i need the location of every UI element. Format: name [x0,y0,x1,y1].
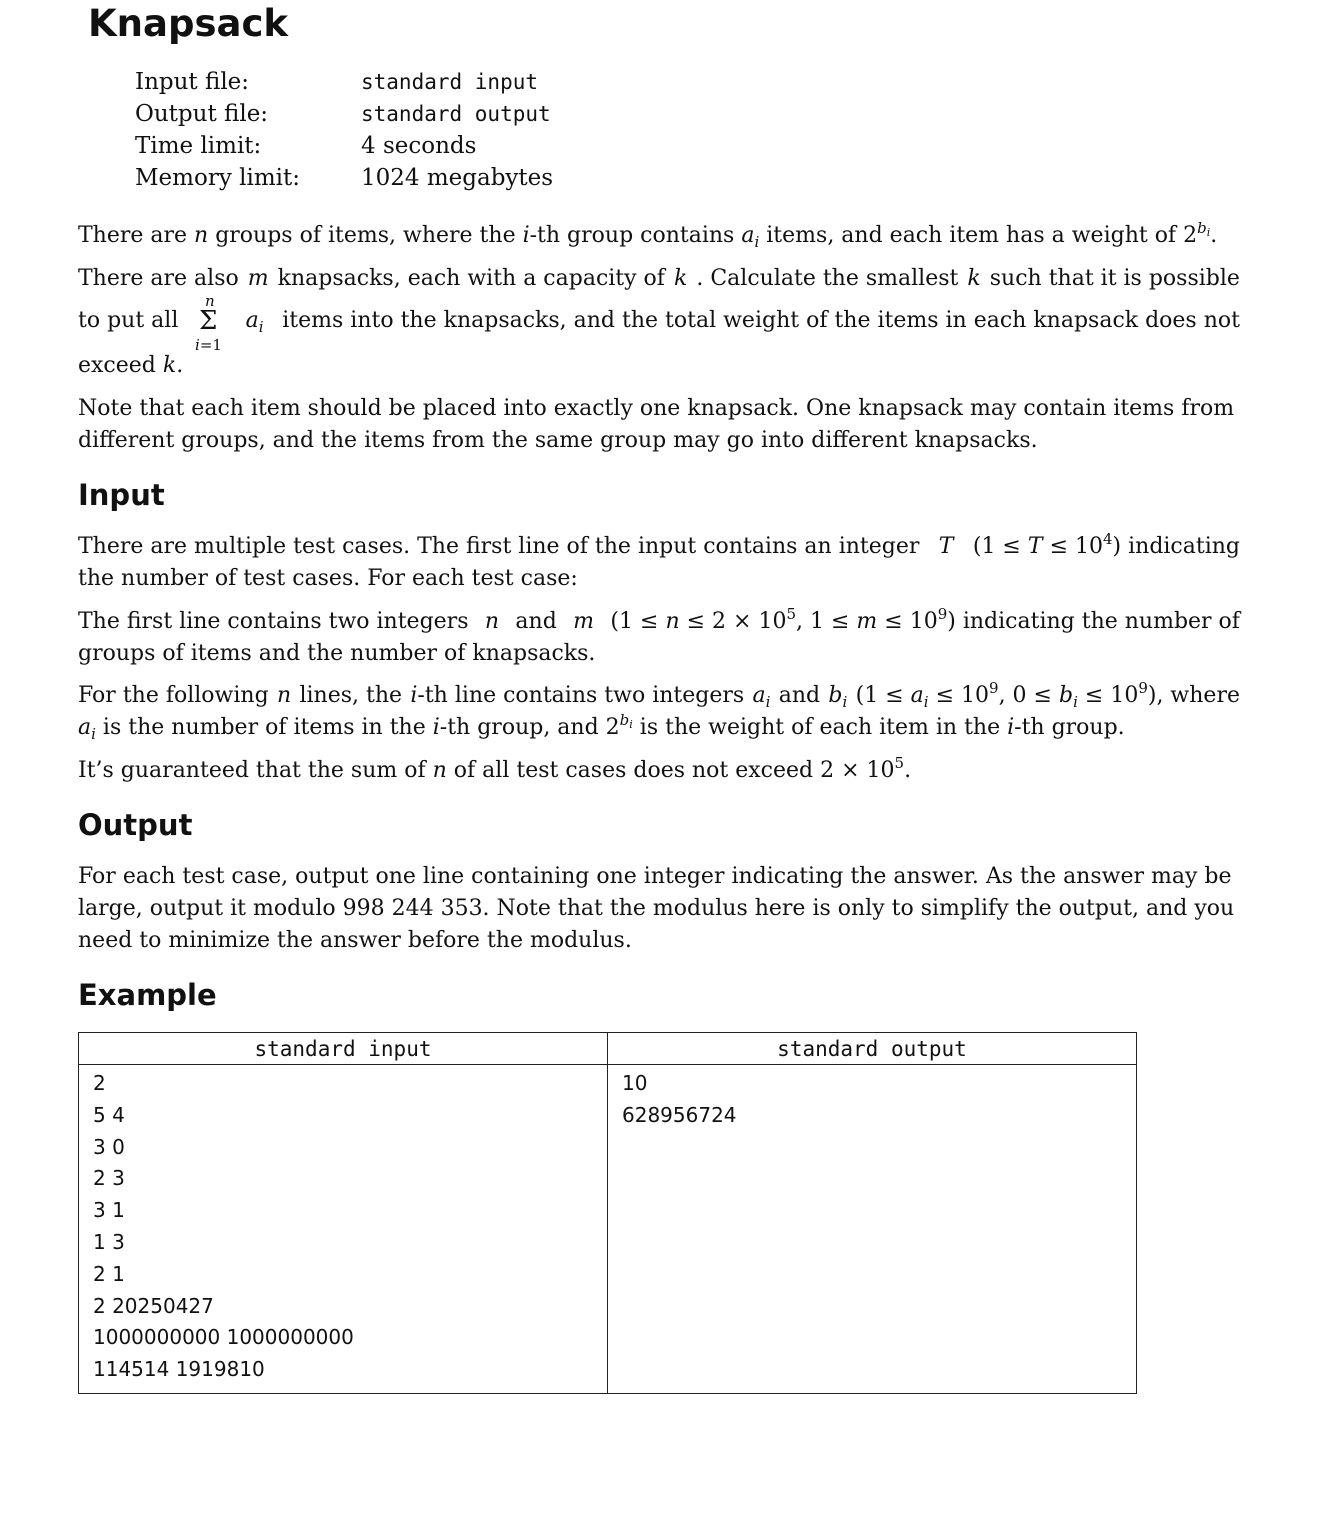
example-table [78,1032,1137,1394]
example-input-cell [79,1065,608,1394]
time-limit-label: Time limit: [135,133,262,159]
statement-line-4: exceed k. [78,353,184,378]
example-input-line: 2 3 [93,1166,125,1191]
problem-title: Knapsack [88,2,288,45]
statement-paragraph [78,220,1240,382]
input-paragraph-2 [78,606,1240,670]
input-line-2: the number of test cases. For each test case: [78,566,578,591]
statement-line-3: to put all n Σ i=1 $a_i$ items into the knapsacks, and the total weight of the items in each knapsack does not [78,292,1240,354]
example-input-line: 2 [93,1071,106,1095]
input-line-3: The first line contains two integers n and m ($1 \le n \le 2 \times 10^5$, $1 \le m \le 10^9$) indicating the number of [78,605,1240,634]
example-input-header: standard input [79,1033,608,1065]
example-input-line: 3 0 [93,1134,125,1159]
input-heading: Input [78,478,165,512]
input-file-value: standard input [361,70,539,94]
input-line-5: For the following n lines, the i-th line contains two integers $a_i$ and $b_i$ ($1 \le a_i \le 10^9$, $0 \le b_i \le 10^9$), where [78,679,1240,711]
example-input-line: 1 3 [93,1229,125,1254]
input-paragraph-1 [78,531,1240,595]
input-paragraph-3 [78,680,1240,744]
example-heading: Example [78,978,217,1012]
input-line-7: It’s guaranteed that the sum of n of all test cases does not exceed $2 \times 10^5$. [78,754,912,783]
output-line-1: For each test case, output one line containing one integer indicating the answer. As the answer may be [78,864,1232,889]
output-file-value: standard output [361,102,551,126]
example-output-line: 628956724 [622,1102,737,1127]
example-input-line: 5 4 [93,1102,125,1127]
output-line-3: need to minimize the answer before the modulus. [78,928,632,953]
note-paragraph [78,393,1240,457]
input-paragraph-4 [78,755,1240,787]
statement-line-1: There are n groups of items, where the i-th group contains $a_i$ items, and each item has a weight of $2^{b_i}$. [78,219,1218,251]
memory-limit-label: Memory limit: [135,165,300,191]
statement-line-2: There are also m knapsacks, each with a capacity of k . Calculate the smallest k such that it is possible [78,266,1240,291]
input-line-4: groups of items and the number of knapsacks. [78,641,596,666]
example-input-line: 2 20250427 [93,1293,214,1318]
example-output-cell [608,1065,1137,1394]
input-line-6: $a_i$ is the number of items in the i-th group, and $2^{b_i}$ is the weight of each item in the i-th group. [78,711,1125,743]
example-input-line: 1000000000 1000000000 [93,1325,354,1350]
example-output-line: 10 [622,1071,648,1095]
memory-limit-value: 1024 megabytes [361,165,554,191]
time-limit-value: 4 seconds [361,133,477,159]
example-input-line: 114514 1919810 [93,1357,265,1382]
example-input-line: 2 1 [93,1261,125,1286]
output-file-label: Output file: [135,101,269,127]
input-line-1: There are multiple test cases. The first line of the input contains an integer T $(1 \le T \le 10^4)$ indicating [78,530,1240,559]
input-file-label: Input file: [135,69,250,95]
example-output-header: standard output [608,1033,1137,1065]
output-line-2: large, output it modulo 998 244 353. Note that the modulus here is only to simplify the output, and you [78,896,1235,921]
summation-symbol: n Σ i=1 [195,292,222,354]
example-input-line: 3 1 [93,1198,125,1223]
note-line-2: different groups, and the items from the same group may go into different knapsacks. [78,428,1038,453]
output-heading: Output [78,808,193,842]
output-paragraph [78,861,1240,957]
note-line-1: Note that each item should be placed into exactly one knapsack. One knapsack may contain items from [78,396,1235,421]
